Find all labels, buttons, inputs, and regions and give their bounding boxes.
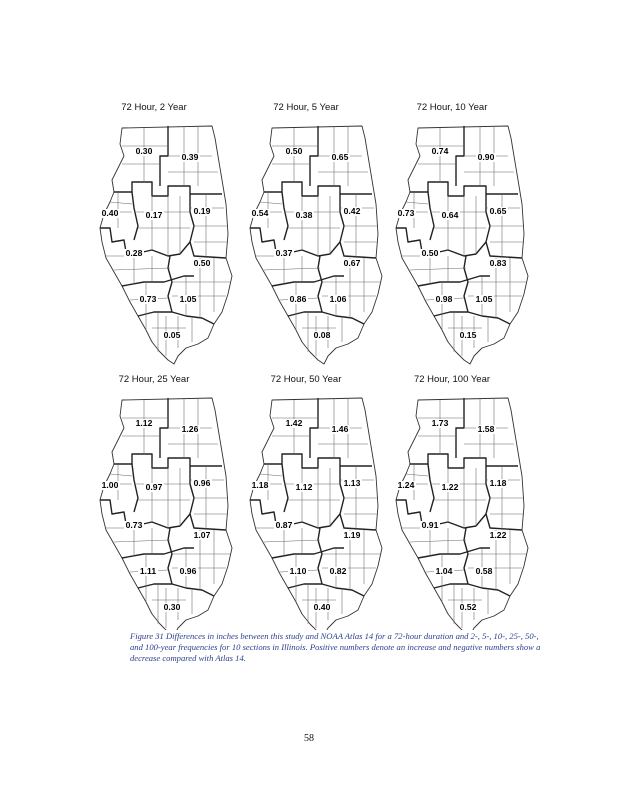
section-value: 0.83 [489,258,507,268]
section-value: 1.42 [285,418,303,428]
illinois-map [100,126,232,364]
section-value: 0.74 [431,146,449,156]
section-value: 1.05 [475,294,493,304]
section-value: 0.30 [163,602,181,612]
section-value: 1.12 [135,418,153,428]
section-value: 1.26 [181,424,199,434]
section-value: 0.73 [139,294,157,304]
section-value: 0.65 [489,206,507,216]
section-value: 0.38 [295,210,313,220]
section-value: 0.52 [459,602,477,612]
section-value: 0.97 [145,482,163,492]
section-value: 1.12 [295,482,313,492]
section-value: 0.17 [145,210,163,220]
map-panel [396,102,528,364]
section-value: 1.46 [331,424,349,434]
section-value: 0.19 [193,206,211,216]
section-value: 1.06 [329,294,347,304]
section-value: 1.22 [441,482,459,492]
section-value: 0.40 [101,208,119,218]
section-value: 0.65 [331,152,349,162]
illinois-map [100,398,232,630]
section-value: 0.05 [163,330,181,340]
section-value: 1.18 [489,478,507,488]
panel-title: 72 Hour, 5 Year [273,102,339,113]
section-value: 1.22 [489,530,507,540]
section-value: 0.64 [441,210,459,220]
section-value: 0.50 [285,146,303,156]
map-panel [250,102,382,364]
section-value: 0.58 [475,566,493,576]
section-value: 0.98 [435,294,453,304]
section-value: 1.04 [435,566,453,576]
section-value: 0.42 [343,206,361,216]
section-value: 1.05 [179,294,197,304]
panel-title: 72 Hour, 10 Year [416,102,488,113]
section-value: 0.15 [459,330,477,340]
section-value: 0.87 [275,520,293,530]
illinois-map [250,126,382,364]
section-value: 0.90 [477,152,495,162]
section-value: 0.30 [135,146,153,156]
section-value: 0.39 [181,152,199,162]
panel-title: 72 Hour, 25 Year [118,374,190,385]
illinois-map [396,126,528,364]
panel-title: 72 Hour, 2 Year [121,102,187,113]
section-value: 0.82 [329,566,347,576]
section-value: 1.11 [139,566,157,576]
section-value: 1.24 [397,480,415,490]
section-value: 0.50 [193,258,211,268]
map-panel [100,102,232,364]
panel-title: 72 Hour, 50 Year [270,374,342,385]
section-value: 0.86 [289,294,307,304]
section-value: 0.96 [179,566,197,576]
panel-title: 72 Hour, 100 Year [413,374,491,385]
section-value: 1.10 [289,566,307,576]
figure-caption: Figure 31 Differences in inches between this study and NOAA Atlas 14 for a 72-hour duration and 2-, 5-, 10-, 25-, 50-, and 100-year frequencies for 10 sections in Illinois. Positive numbers denote an increase and negative numbers show a decrease compared with Atlas 14. [130,631,541,664]
section-value: 0.28 [125,248,143,258]
page-number: 58 [304,733,314,744]
section-value: 0.91 [421,520,439,530]
section-value: 0.73 [397,208,415,218]
section-value: 1.18 [251,480,269,490]
section-value: 0.67 [343,258,361,268]
section-value: 0.96 [193,478,211,488]
section-value: 0.73 [125,520,143,530]
section-value: 1.00 [101,480,119,490]
illinois-map [396,398,528,630]
section-value: 0.40 [313,602,331,612]
section-value: 1.19 [343,530,361,540]
section-value: 0.54 [251,208,269,218]
section-value: 0.50 [421,248,439,258]
map-panel [100,374,232,630]
section-value: 1.73 [431,418,449,428]
illinois-map [250,398,382,630]
section-value: 1.13 [343,478,361,488]
section-value: 1.58 [477,424,495,434]
section-value: 0.08 [313,330,331,340]
section-value: 1.07 [193,530,211,540]
map-panel [396,374,528,630]
section-value: 0.37 [275,248,293,258]
map-panel [250,374,382,630]
